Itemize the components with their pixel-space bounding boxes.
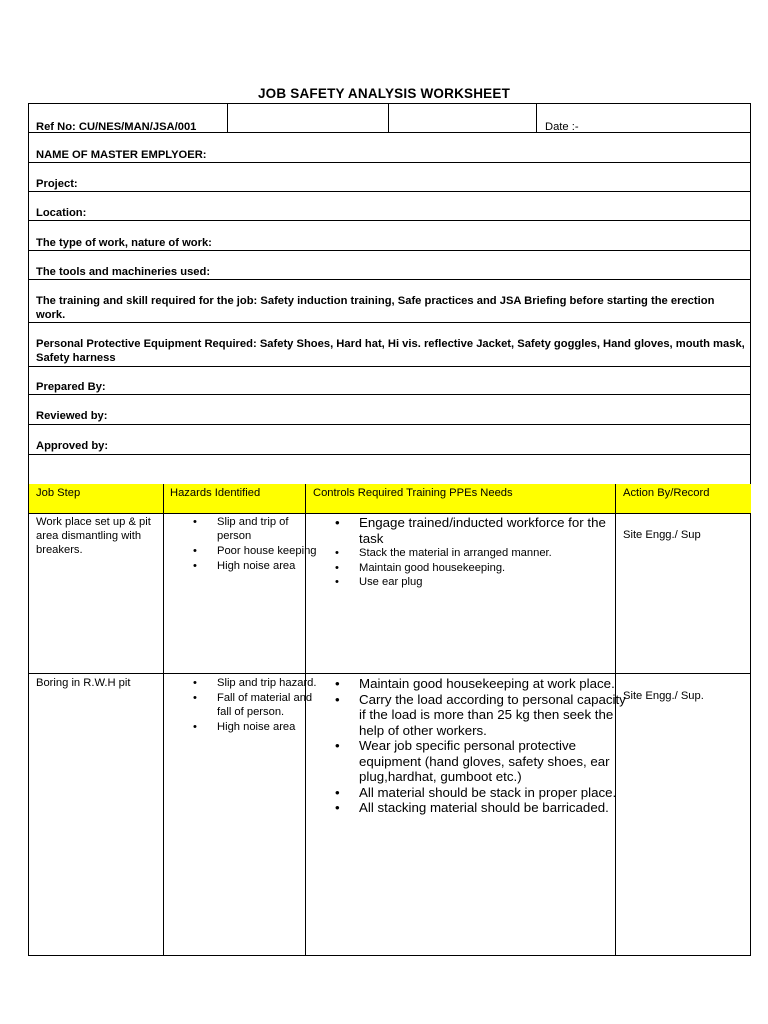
list-item: • High noise area: [217, 720, 317, 734]
divider: [29, 366, 750, 367]
divider: [29, 394, 750, 395]
divider: [29, 191, 750, 192]
divider: [29, 322, 750, 323]
date-label: Date :-: [545, 121, 579, 133]
list-item: • High noise area: [217, 559, 317, 573]
list-item: • Stack the material in arranged manner.: [359, 546, 629, 561]
job-step-1: Work place set up & pit area dismantling with breakers.: [36, 516, 151, 556]
divider: [29, 279, 750, 280]
divider: [29, 162, 750, 163]
list-item: • Wear job specific personal protective equipment (hand gloves, safety shoes, ear plug,hardhat, gumboot etc.): [359, 738, 629, 785]
ref-no-label: Ref No: CU/NES/MAN/JSA/001: [36, 121, 197, 133]
controls-list-2: [359, 676, 629, 816]
worksheet-table: [28, 103, 751, 956]
list-item: • Fall of material and fall of person.: [217, 691, 317, 719]
training-label: The training and skill required for the job:: [36, 295, 258, 307]
divider: [29, 513, 750, 514]
list-item: • Maintain good housekeeping at work place.: [359, 676, 629, 692]
ppe-label: Personal Protective Equipment Required:: [36, 338, 257, 350]
action-by-2: Site Engg./ Sup.: [623, 690, 704, 702]
page-title: JOB SAFETY ANALYSIS WORKSHEET: [257, 86, 511, 101]
divider: [536, 104, 537, 132]
project-label: Project:: [36, 178, 78, 190]
master-employer-label: NAME OF MASTER EMPLYOER:: [36, 149, 207, 161]
list-item: • All material should be stack in proper place.: [359, 785, 629, 801]
list-item: • All stacking material should be barricaded.: [359, 800, 629, 816]
column-header-hazards: Hazards Identified: [170, 487, 261, 499]
divider: [227, 104, 228, 132]
ppe-field: [36, 337, 746, 365]
list-item: • Engage trained/inducted workforce for the task: [359, 515, 629, 546]
list-item: • Use ear plug: [359, 575, 629, 590]
hazards-list-2: [217, 676, 317, 735]
column-header-action: Action By/Record: [623, 487, 710, 499]
approved-by-label: Approved by:: [36, 440, 109, 452]
prepared-by-label: Prepared By:: [36, 381, 106, 393]
tools-label: The tools and machineries used:: [36, 266, 211, 278]
list-item: • Maintain good housekeeping.: [359, 561, 629, 576]
divider: [163, 484, 164, 956]
job-step-2: Boring in R.W.H pit: [36, 677, 131, 689]
list-item: • Carry the load according to personal capacity if the load is more than 25 kg then seek the help of other workers.: [359, 692, 629, 739]
divider: [29, 220, 750, 221]
divider: [29, 132, 750, 133]
divider: [29, 454, 750, 455]
column-header-job-step: Job Step: [36, 487, 81, 499]
training-field: [36, 294, 746, 322]
list-item: • Slip and trip of person: [217, 515, 317, 543]
reviewed-by-label: Reviewed by:: [36, 410, 108, 422]
controls-list-1: [359, 515, 629, 590]
hazards-list-1: [217, 515, 317, 574]
column-header-controls: Controls Required Training PPEs Needs: [313, 487, 513, 499]
location-label: Location:: [36, 207, 87, 219]
training-value: Safety induction training, Safe practices and JSA Briefing before starting the erection work.: [36, 295, 715, 321]
ppe-value: Safety Shoes, Hard hat, Hi vis. reflective Jacket, Safety goggles, Hand gloves, mouth mask, Safety harness: [36, 338, 745, 364]
list-item: • Poor house keeping: [217, 544, 317, 558]
action-by-1: Site Engg./ Sup: [623, 529, 701, 541]
type-of-work-label: The type of work, nature of work:: [36, 237, 212, 249]
divider: [388, 104, 389, 132]
divider: [29, 673, 750, 674]
divider: [29, 424, 750, 425]
list-item: • Slip and trip hazard.: [217, 676, 317, 690]
divider: [29, 250, 750, 251]
